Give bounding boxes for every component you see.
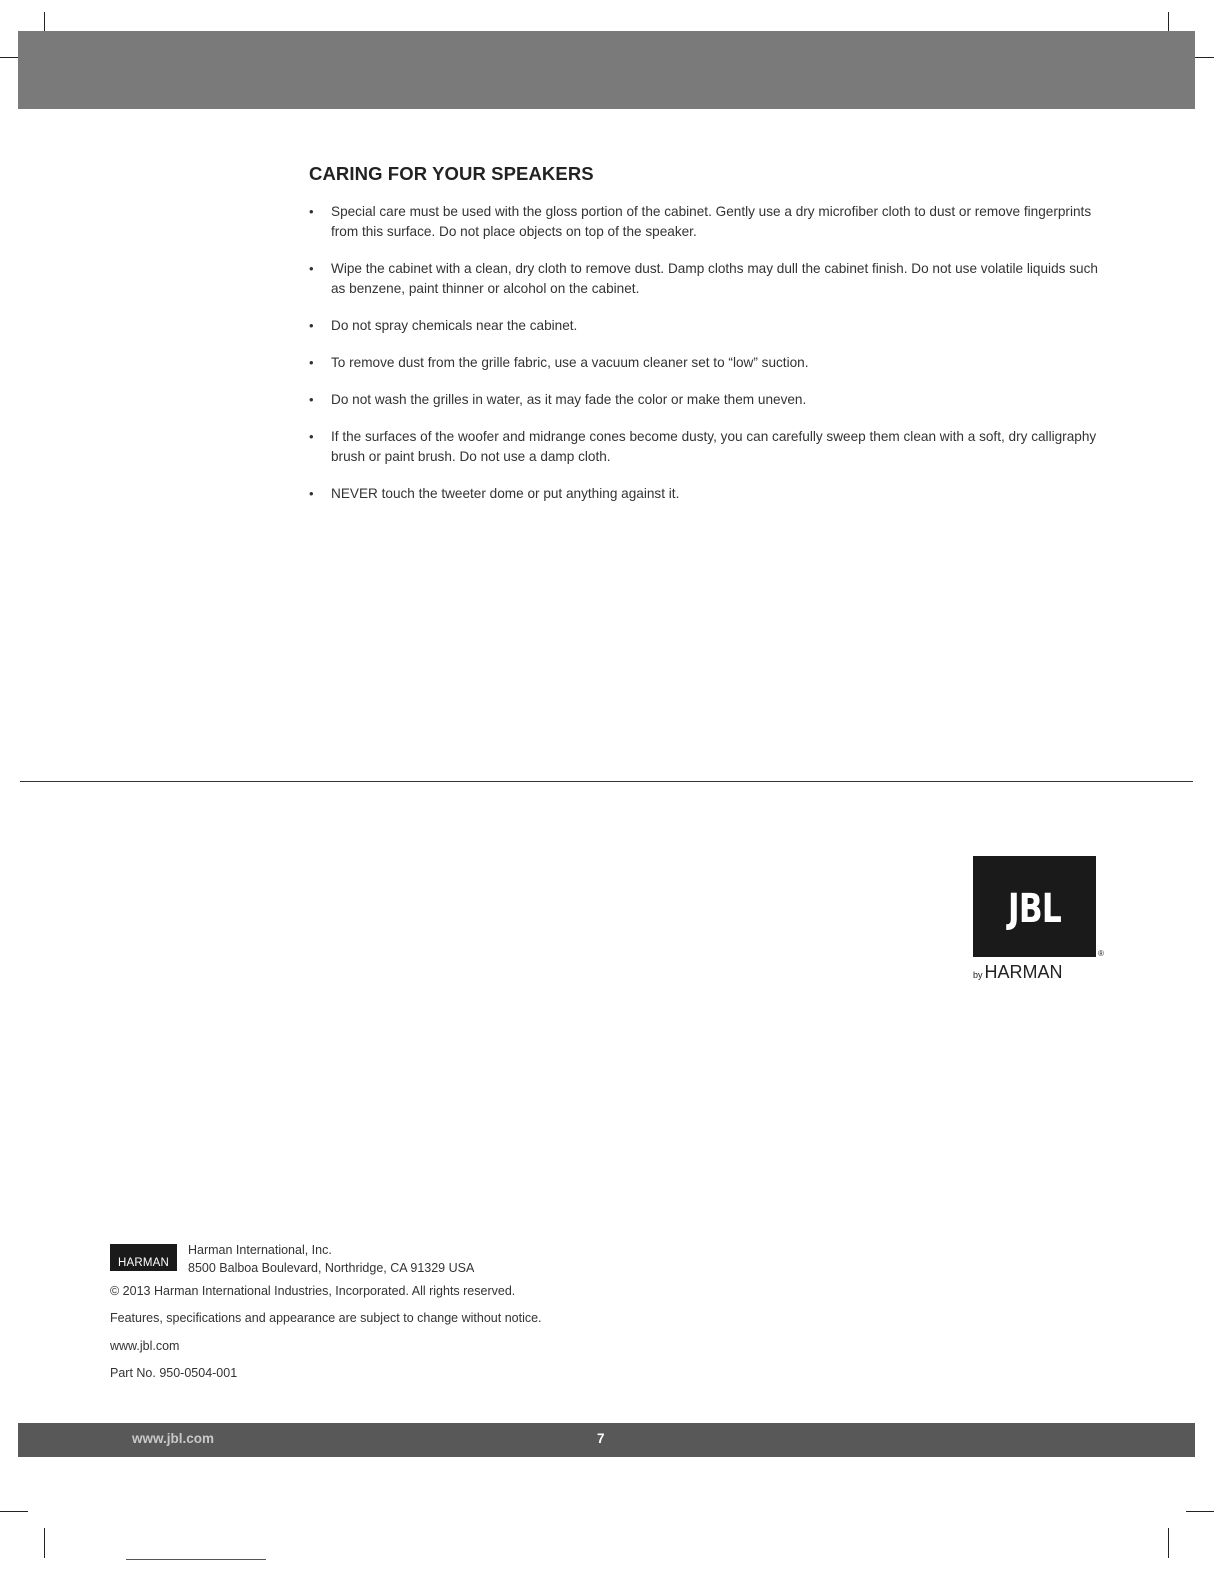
blue-rule	[126, 1559, 266, 1560]
list-item	[309, 259, 1109, 299]
section-divider	[20, 781, 1193, 782]
list-item-text: To remove dust from the grille fabric, use a vacuum cleaner set to “low” suction.	[331, 355, 809, 370]
section-title: CARING FOR YOUR SPEAKERS	[309, 163, 594, 184]
registered-mark: ®	[1098, 949, 1104, 958]
harman-logo-text: HARMAN	[110, 1255, 177, 1271]
company-address	[188, 1241, 474, 1277]
list-item	[309, 427, 1109, 467]
list-item	[309, 484, 1109, 504]
by-harman-text	[973, 962, 1063, 983]
crop-mark	[0, 1511, 28, 1512]
bullet-icon: •	[309, 318, 314, 333]
harman-logo-cap	[110, 1244, 177, 1255]
header-band	[18, 31, 1195, 109]
harman-logo	[110, 1244, 177, 1271]
bullet-icon: •	[309, 429, 314, 444]
website-link[interactable]: www.jbl.com	[110, 1339, 180, 1353]
footer-band	[18, 1423, 1195, 1457]
harman-label: HARMAN	[984, 962, 1063, 982]
list-item	[309, 390, 1109, 410]
list-item-text: If the surfaces of the woofer and midrange cones become dusty, you can carefully sweep them clean with a soft, dry calligraphy brush or paint brush. Do not use a damp cloth.	[331, 429, 1097, 464]
crop-mark	[1186, 1511, 1214, 1512]
page-number: 7	[597, 1431, 605, 1446]
notice-text: Features, specifications and appearance are subject to change without notice.	[110, 1311, 542, 1325]
bullet-icon: •	[309, 486, 314, 501]
bullet-icon: •	[309, 261, 314, 276]
company-name: Harman International, Inc.	[188, 1243, 332, 1257]
list-item-text: Wipe the cabinet with a clean, dry cloth to remove dust. Damp cloths may dull the cabinet finish. Do not use volatile liquids such as benzene, paint thinner or alcohol on the cabinet.	[331, 261, 1098, 296]
list-item	[309, 353, 1109, 373]
jbl-logo-text: JBL	[1008, 886, 1061, 932]
bullet-icon: •	[309, 355, 314, 370]
care-list	[309, 202, 1109, 521]
list-item-text: Do not wash the grilles in water, as it may fade the color or make them uneven.	[331, 392, 807, 407]
bullet-icon: •	[309, 392, 314, 407]
footer-url-link[interactable]: www.jbl.com	[132, 1431, 215, 1446]
bullet-icon: •	[309, 204, 314, 219]
list-item-text: Special care must be used with the gloss portion of the cabinet. Gently use a dry microfiber cloth to dust or remove fingerprints from this surface. Do not place objects on top of the speaker.	[331, 204, 1092, 239]
street-address: 8500 Balboa Boulevard, Northridge, CA 91329 USA	[188, 1261, 475, 1275]
crop-mark	[1168, 1528, 1169, 1558]
list-item	[309, 202, 1109, 242]
part-number: Part No. 950-0504-001	[110, 1366, 238, 1380]
list-item	[309, 316, 1109, 336]
copyright-text: © 2013 Harman International Industries, Incorporated. All rights reserved.	[110, 1284, 516, 1298]
by-label: by	[973, 970, 983, 980]
crop-mark	[44, 1528, 45, 1558]
jbl-logo	[973, 856, 1096, 957]
list-item-text: Do not spray chemicals near the cabinet.	[331, 318, 578, 333]
list-item-text: NEVER touch the tweeter dome or put anything against it.	[331, 486, 680, 501]
